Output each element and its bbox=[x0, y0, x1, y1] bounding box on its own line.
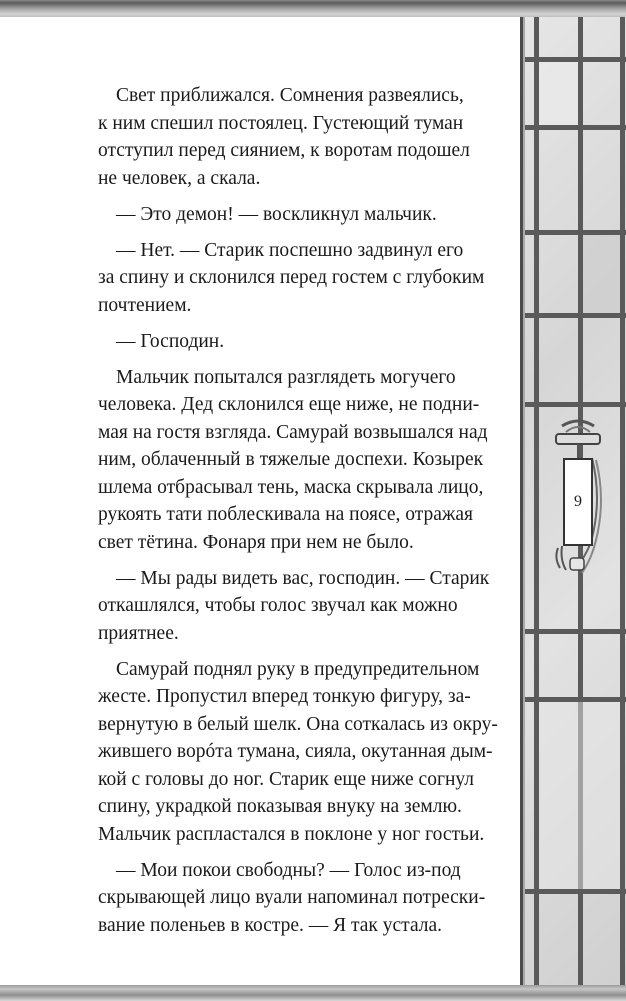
paragraph bbox=[98, 656, 498, 849]
paragraph bbox=[98, 565, 492, 648]
page-number-tag bbox=[548, 418, 608, 578]
text-line: жесте. Пропустил вперед тонкую фигуру, за- bbox=[98, 686, 471, 707]
book-page bbox=[0, 17, 523, 985]
text-line: Мальчик распластался в поклоне у ног гостьи. bbox=[98, 823, 485, 845]
text-line: — Это демон! — воскликнул мальчик. bbox=[116, 203, 437, 225]
text-line: — Мы рады видеть вас, господин. — Старик bbox=[116, 567, 490, 589]
text-line: приятнее. bbox=[98, 622, 179, 644]
paragraph bbox=[98, 82, 492, 192]
text-line: за спину и склонился перед гостем с глубоким bbox=[98, 267, 485, 288]
text-line: не человек, а скала. bbox=[98, 167, 261, 189]
text-line: — Господин. bbox=[116, 330, 225, 352]
text-line: человека. Дед склонился еще ниже, не подни- bbox=[98, 394, 480, 415]
text-line: ним, облаченный в тяжелые доспехи. Козырек bbox=[98, 449, 484, 470]
text-line: шлема отбрасывал тень, маска скрывала лицо, bbox=[98, 476, 484, 498]
text-line: Самурай поднял руку в предупредительном bbox=[116, 658, 480, 680]
text-line: вернутую в белый шелк. Она соткалась из окру- bbox=[98, 713, 498, 735]
text-line: свет тётина. Фонаря при нем не было. bbox=[98, 531, 414, 553]
text-line: жившего ворóта тумана, сияла, окутанная дым- bbox=[98, 741, 493, 762]
paragraph bbox=[116, 328, 492, 356]
paragraph bbox=[98, 237, 492, 320]
text-line: Свет приближался. Сомнения развеялись, bbox=[116, 85, 464, 106]
paragraph bbox=[98, 364, 492, 557]
text-line: почтением. bbox=[98, 294, 192, 316]
bottom-border bbox=[0, 985, 626, 1001]
paragraph bbox=[116, 201, 492, 229]
text-line: скрывающей лицо вуали напоминал потрески- bbox=[98, 887, 486, 908]
text-line: откашлялся, чтобы голос звучал как можно bbox=[98, 595, 458, 616]
text-line: Мальчик попытался разглядеть могучего bbox=[116, 366, 456, 388]
text-line: отступил перед сиянием, к воротам подошел bbox=[98, 140, 470, 161]
paragraph bbox=[98, 857, 492, 940]
text-line: вание поленьев в костре. — Я так устала. bbox=[98, 914, 443, 936]
text-line: рукоять тати поблескивала на поясе, отражая bbox=[98, 504, 474, 525]
text-line: — Нет. — Старик поспешно задвинул его bbox=[116, 239, 464, 261]
text-line: спину, украдкой показывая внуку на землю. bbox=[98, 796, 462, 817]
text-line: к ним спешил постоялец. Густеющий туман bbox=[98, 112, 464, 134]
text-line: мая на гостя взгляда. Самурай возвышался над bbox=[98, 421, 488, 443]
page-number: 9 bbox=[563, 458, 593, 546]
page-text bbox=[98, 82, 498, 948]
text-line: кой с головы до ног. Старик еще ниже согнул bbox=[98, 768, 475, 790]
text-line: — Мои покои свободны? — Голос из-под bbox=[116, 859, 461, 881]
